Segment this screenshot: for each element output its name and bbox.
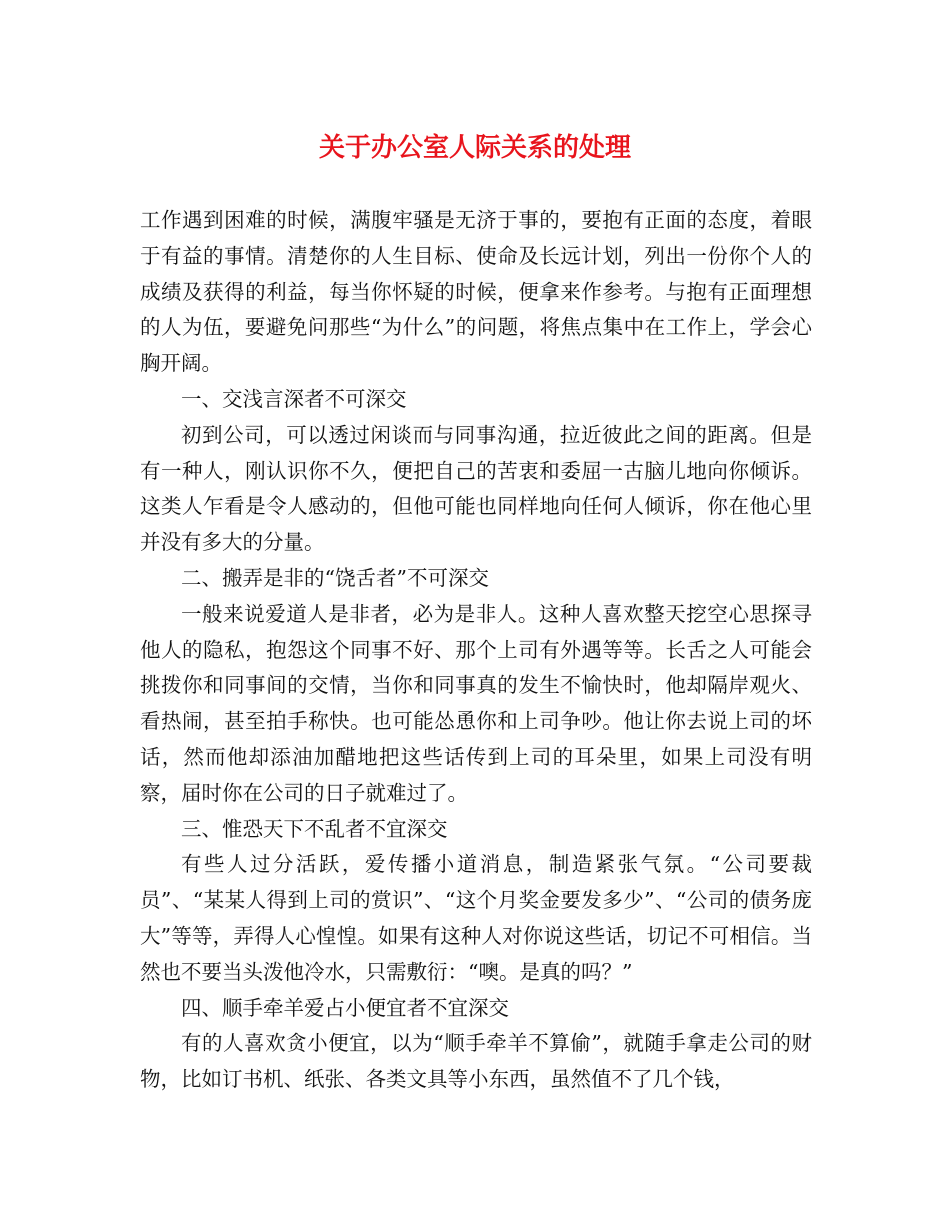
section-paragraph-2: 一般来说爱道人是非者，必为是非人。这种人喜欢整天挖空心思探寻他人的隐私，抱怨这个同事不好、那个上司有外遇等等。长舌之人可能会挑拨你和同事间的交情，当你和同事真的发生不愉快时，他却隔岸观火、看热闹，甚至拍手称快。也可能怂恿你和上司争吵。他让你去说上司的坏话，然而他却添油加醋地把这些话传到上司的耳朵里，如果上司没有明察，届时你在公司的日子就难过了。 [140, 601, 812, 805]
section-paragraph-1: 初到公司，可以透过闲谈而与同事沟通，拉近彼此之间的距离。但是有一种人，刚认识你不久，便把自己的苦衷和委屈一古脑儿地向你倾诉。这类人乍看是令人感动的，但他可能也同样地向任何人倾诉，你在他心里并没有多大的分量。 [140, 422, 812, 555]
document-title: 关于办公室人际关系的处理 [318, 133, 631, 163]
section-heading-1: 一、交浅言深者不可深交 [181, 386, 407, 411]
document-body [140, 203, 812, 1098]
section-paragraph-4: 有的人喜欢贪小便宜，以为“顺手牵羊不算偷”，就随手拿走公司的财物，比如订书机、纸张、各类文具等小东西，虽然值不了几个钱， [140, 1031, 812, 1092]
section-paragraph-3: 有些人过分活跃，爱传播小道消息，制造紧张气氛。“公司要裁员”、“某某人得到上司的赏识”、“这个月奖金要发多少”、“公司的债务庞大”等等，弄得人心惶惶。如果有这种人对你说这些话，切记不可相信。当然也不要当头泼他冷水，只需敷衍：“噢。是真的吗？” [140, 852, 812, 984]
section-heading-2: 二、搬弄是非的“饶舌者”不可深交 [181, 565, 489, 590]
section-heading-4: 四、顺手牵羊爱占小便宜者不宜深交 [181, 995, 509, 1020]
intro-paragraph: 工作遇到困难的时候，满腹牢骚是无济于事的，要抱有正面的态度，着眼于有益的事情。清楚你的人生目标、使命及长远计划，列出一份你个人的成绩及获得的利益，每当你怀疑的时候，便拿来作参考。与抱有正面理想的人为伍，要避免问那些“为什么”的问题，将焦点集中在工作上，学会心胸开阔。 [140, 208, 812, 376]
section-heading-3: 三、惟恐天下不乱者不宜深交 [181, 816, 448, 841]
